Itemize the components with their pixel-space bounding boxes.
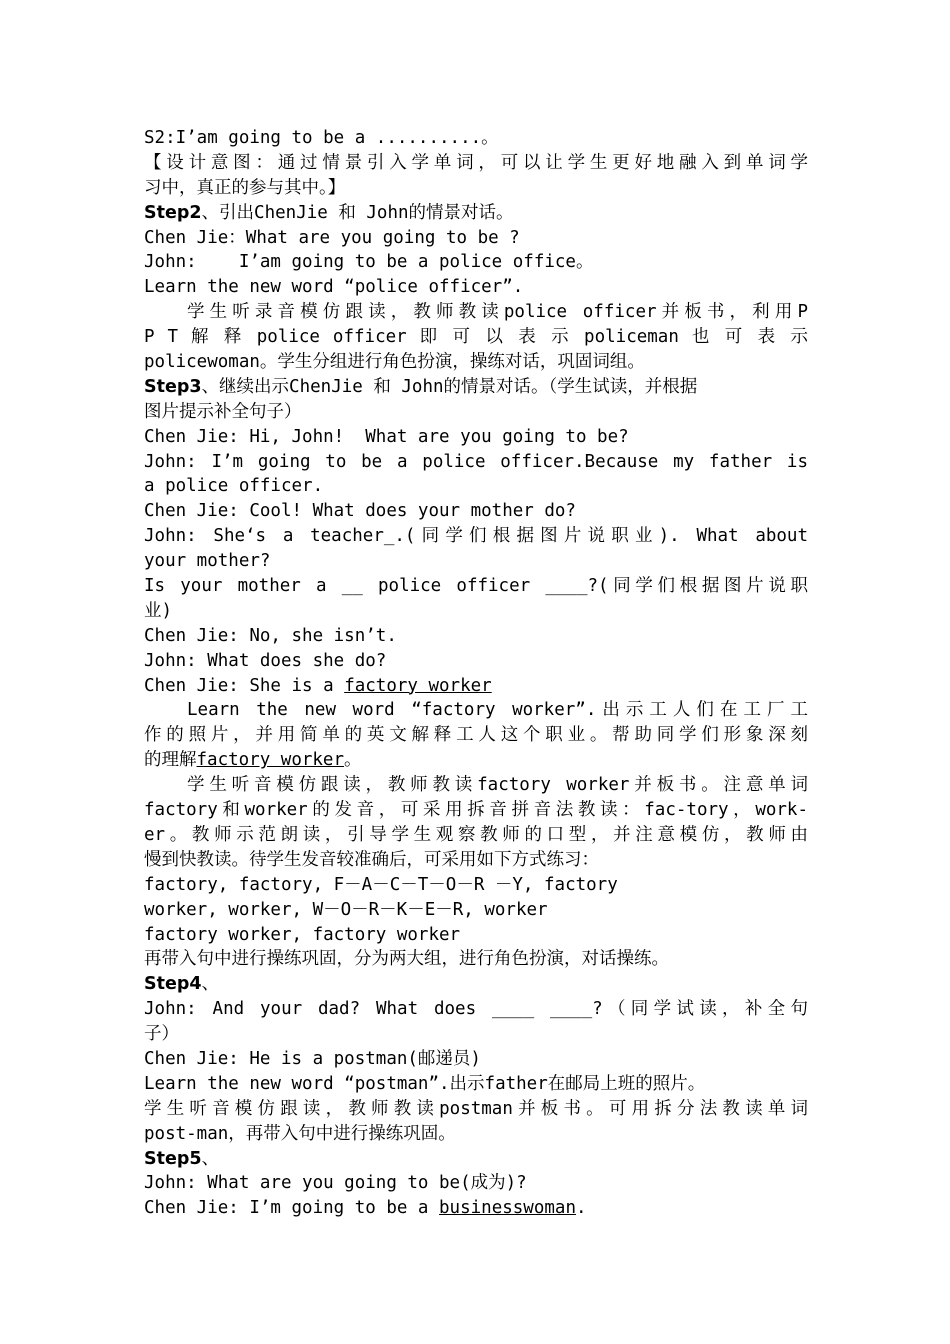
document-body — [144, 126, 808, 1221]
text-line: Learn the new word “factory worker”.出示工人们在工厂工 — [187, 700, 808, 721]
text-line: John: What does she do? — [144, 650, 387, 671]
text-line: policewoman。学生分组进行角色扮演，操练对话，巩固词组。 — [144, 352, 645, 373]
text-line — [144, 674, 808, 699]
line-text: Chen Jie: I’m going to be a — [144, 1198, 440, 1219]
underlined-term: factory worker — [344, 675, 492, 696]
text-line: a police officer. — [144, 476, 324, 497]
text-line: John: What are you going to be(成为)? — [144, 1173, 527, 1194]
underlined-term: factory worker — [196, 750, 345, 771]
text-line: Learn the new word “police officer”. — [144, 277, 524, 298]
step-text: 、 — [201, 1148, 220, 1169]
text-line: 业) — [144, 600, 173, 621]
text-line: Chen Jie: Cool! What does your mother do? — [144, 501, 576, 522]
text-line: Chen Jie: He is a postman(邮递员) — [144, 1048, 481, 1069]
text-line: John: And your dad? What does ____ ____?（同学试读，补全句 — [144, 999, 808, 1020]
step-text: 、 — [201, 974, 220, 995]
text-line — [144, 1196, 808, 1221]
text-line: your mother? — [144, 551, 271, 572]
line-text: 的理解 — [144, 750, 197, 771]
text-line: John: I’m going to be a police officer.Because my father is — [144, 451, 808, 472]
step-label: Step2 — [144, 202, 202, 223]
text-line: Chen Jie: Hi, John! What are you going to be? — [144, 426, 629, 447]
step-label: Step3 — [144, 376, 202, 397]
text-line: P T 解 释 police officer 即 可 以 表 示 policeman 也 可 表 示 — [144, 327, 808, 348]
text-line: 图片提示补全句子） — [144, 401, 302, 422]
line-text-after: . — [575, 1198, 587, 1219]
text-line: factory和worker的发音，可采用拆音拼音法教读：fac-tory，work- — [144, 800, 808, 821]
text-line: 学生听音模仿跟读，教师教读postman并板书。可用拆分法教读单词 — [144, 1098, 808, 1119]
text-line: Is your mother a __ police officer ____?(同学们根据图片说职 — [144, 576, 808, 597]
step-line — [144, 201, 808, 226]
text-line: worker, worker, W－O－R－K－E－R, worker — [144, 899, 548, 920]
step-line — [144, 375, 808, 400]
step-label: Step5 — [144, 1148, 202, 1169]
text-line: 慢到快教读。待学生发音较准确后，可采用如下方式练习： — [144, 849, 599, 870]
text-line: 再带入句中进行操练巩固，分为两大组，进行角色扮演，对话操练。 — [144, 949, 669, 970]
text-line: 学生听录音模仿跟读，教师教读police officer并板书，利用P — [187, 302, 808, 323]
text-line: 【设计意图：通过情景引入学单词，可以让学生更好地融入到单词学 — [144, 152, 808, 173]
text-line: 学生听音模仿跟读，教师教读factory worker并板书。注意单词 — [187, 775, 808, 796]
text-line: 习中，真正的参与其中。】 — [144, 177, 346, 198]
text-line: 作的照片，并用简单的英文解释工人这个职业。帮助同学们形象深刻 — [144, 725, 808, 746]
text-line: factory, factory, F－A－C－T－O－R －Y, factory — [144, 874, 618, 895]
step-line — [144, 972, 808, 997]
text-line: John: She‘s a teacher_.(同学们根据图片说职业). What about — [144, 526, 808, 547]
text-line: Chen Jie：What are you going to be ? — [144, 227, 520, 248]
underlined-term: businesswoman — [439, 1198, 576, 1219]
text-line: post-man，再带入句中进行操练巩固。 — [144, 1123, 456, 1144]
text-line: 子） — [144, 1024, 179, 1045]
step-line — [144, 1147, 808, 1172]
step-text: 、引出ChenJie 和 John的情景对话。 — [201, 202, 514, 223]
text-line: er。教师示范朗读，引导学生观察教师的口型，并注意模仿，教师由 — [144, 824, 808, 845]
text-line: Learn the new word “postman”.出示father在邮局上班的照片。 — [144, 1073, 706, 1094]
text-line: John: I’am going to be a police office。 — [144, 252, 594, 273]
text-line: Chen Jie: No, she isn’t. — [144, 625, 397, 646]
line-text: Chen Jie: She is a — [144, 675, 345, 696]
step-text: 、继续出示ChenJie 和 John的情景对话。（学生试读，并根据 — [201, 376, 698, 397]
text-line — [144, 748, 808, 773]
step-label: Step4 — [144, 974, 202, 995]
line-text-after: 。 — [344, 750, 362, 771]
text-line: factory worker, factory worker — [144, 924, 461, 945]
text-line: S2:I’am going to be a ..........。 — [144, 128, 499, 148]
